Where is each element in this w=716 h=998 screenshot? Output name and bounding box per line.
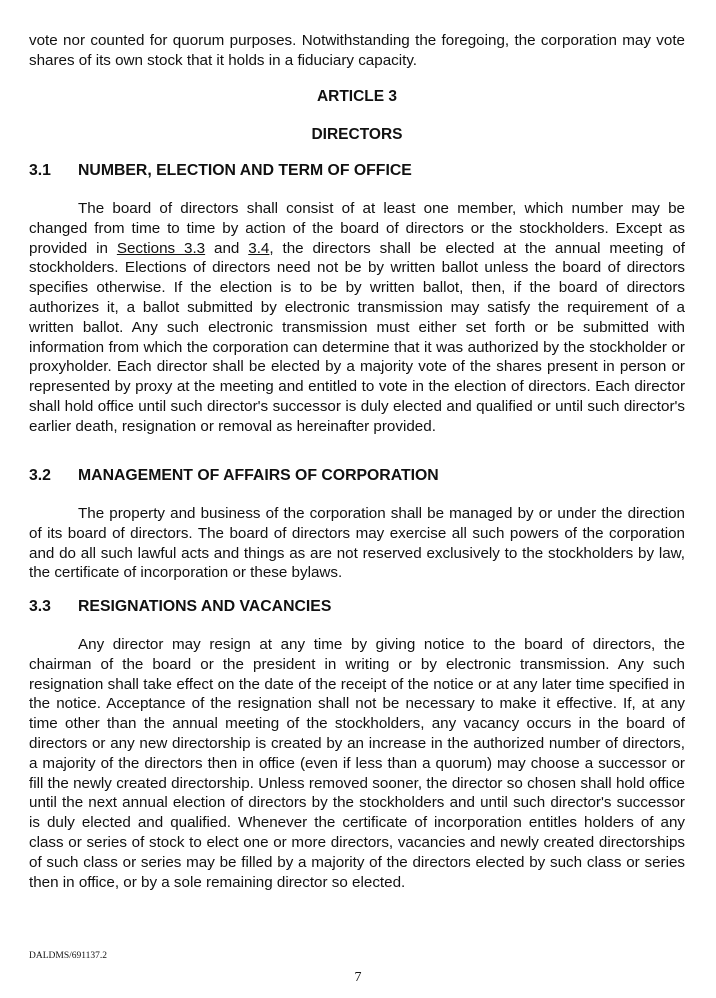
section-title: RESIGNATIONS AND VACANCIES [78,598,332,615]
section-text: The board of directors shall consist of at least one member, which number may be changed from time to time by action of the board of directors or the stockholders. Except as provided in [29,200,685,257]
section-title: NUMBER, ELECTION AND TERM OF OFFICE [78,162,412,179]
section-text: , the directors shall be elected at the annual meeting of stockholders. Elections of directors need not be by written ballot unless the board of directors specifies otherwise. If the election is to be by written ballot, then, if the board of directors authorizes it, a ballot submitted by electronic transmission may satisfy the requirement of a written ballot. Any such electronic transmission must either set forth or be submitted with information from which the corporation can determine that it was authorized by the stockholder or proxyholder. Each director shall be elected by a majority vote of the shares present in person or represented by proxy at the meeting and entitled to vote in the election of directors. Each director shall hold office until such director's successor is duly elected and qualified or until such director's earlier death, resignation or removal as hereinafter provided. [29,239,686,435]
section-body-3-2: The property and business of the corporation shall be managed by or under the direction of its board of directors. The board of directors may exercise all such powers of the corporation and do all such lawful acts and things as are not reserved exclusively to the stockholders by law, the certificate of incorporation or these bylaws. [29,505,685,582]
section-number: 3.2 [29,467,51,484]
section-heading-3-1 [29,162,685,180]
section-title: MANAGEMENT OF AFFAIRS OF CORPORATION [78,467,439,484]
section-number: 3.1 [29,162,51,179]
page-number: 7 [354,970,362,985]
section-reference-link[interactable]: Sections 3.3 [116,239,206,257]
article-title: DIRECTORS [311,126,403,143]
section-heading-3-3 [29,598,685,616]
article-label: ARTICLE 3 [316,88,398,105]
section-body-3-3: Any director may resign at any time by giving notice to the board of directors, the chairman of the board or the president in writing or by electronic transmission. Any such resignation shall take effect on the date of the receipt of the notice or at any later time specified in the notice. Acceptance of the resignation shall not be necessary to make it effective. If, at any time other than the annual meeting of the stockholders, any vacancy occurs in the board of directors or any new directorship is created by an increase in the authorized number of directors, a majority of the directors then in office (even if less than a quorum) may choose a successor or fill the newly created directorship. Unless removed sooner, the director so chosen shall hold office until the next annual election of directors by the stockholders and until such director's successor is duly elected and qualified. Whenever the certificate of incorporation entitles holders of any class or series of stock to elect one or more directors, vacancies and newly created directorships of such class or series may be filled by a majority of the directors elected by such class or series then in office, or by a sole remaining director so elected. [29,636,685,891]
section-text: and [205,239,249,257]
section-reference-link[interactable]: 3.4 [248,239,270,257]
section-body-3-1 [29,199,685,437]
document-id: DALDMS/691137.2 [29,951,108,961]
section-number: 3.3 [29,598,51,615]
intro-paragraph: vote nor counted for quorum purposes. Notwithstanding the foregoing, the corporation may vote shares of its own stock that it holds in a fiduciary capacity. [29,32,685,69]
section-heading-3-2 [29,467,685,485]
